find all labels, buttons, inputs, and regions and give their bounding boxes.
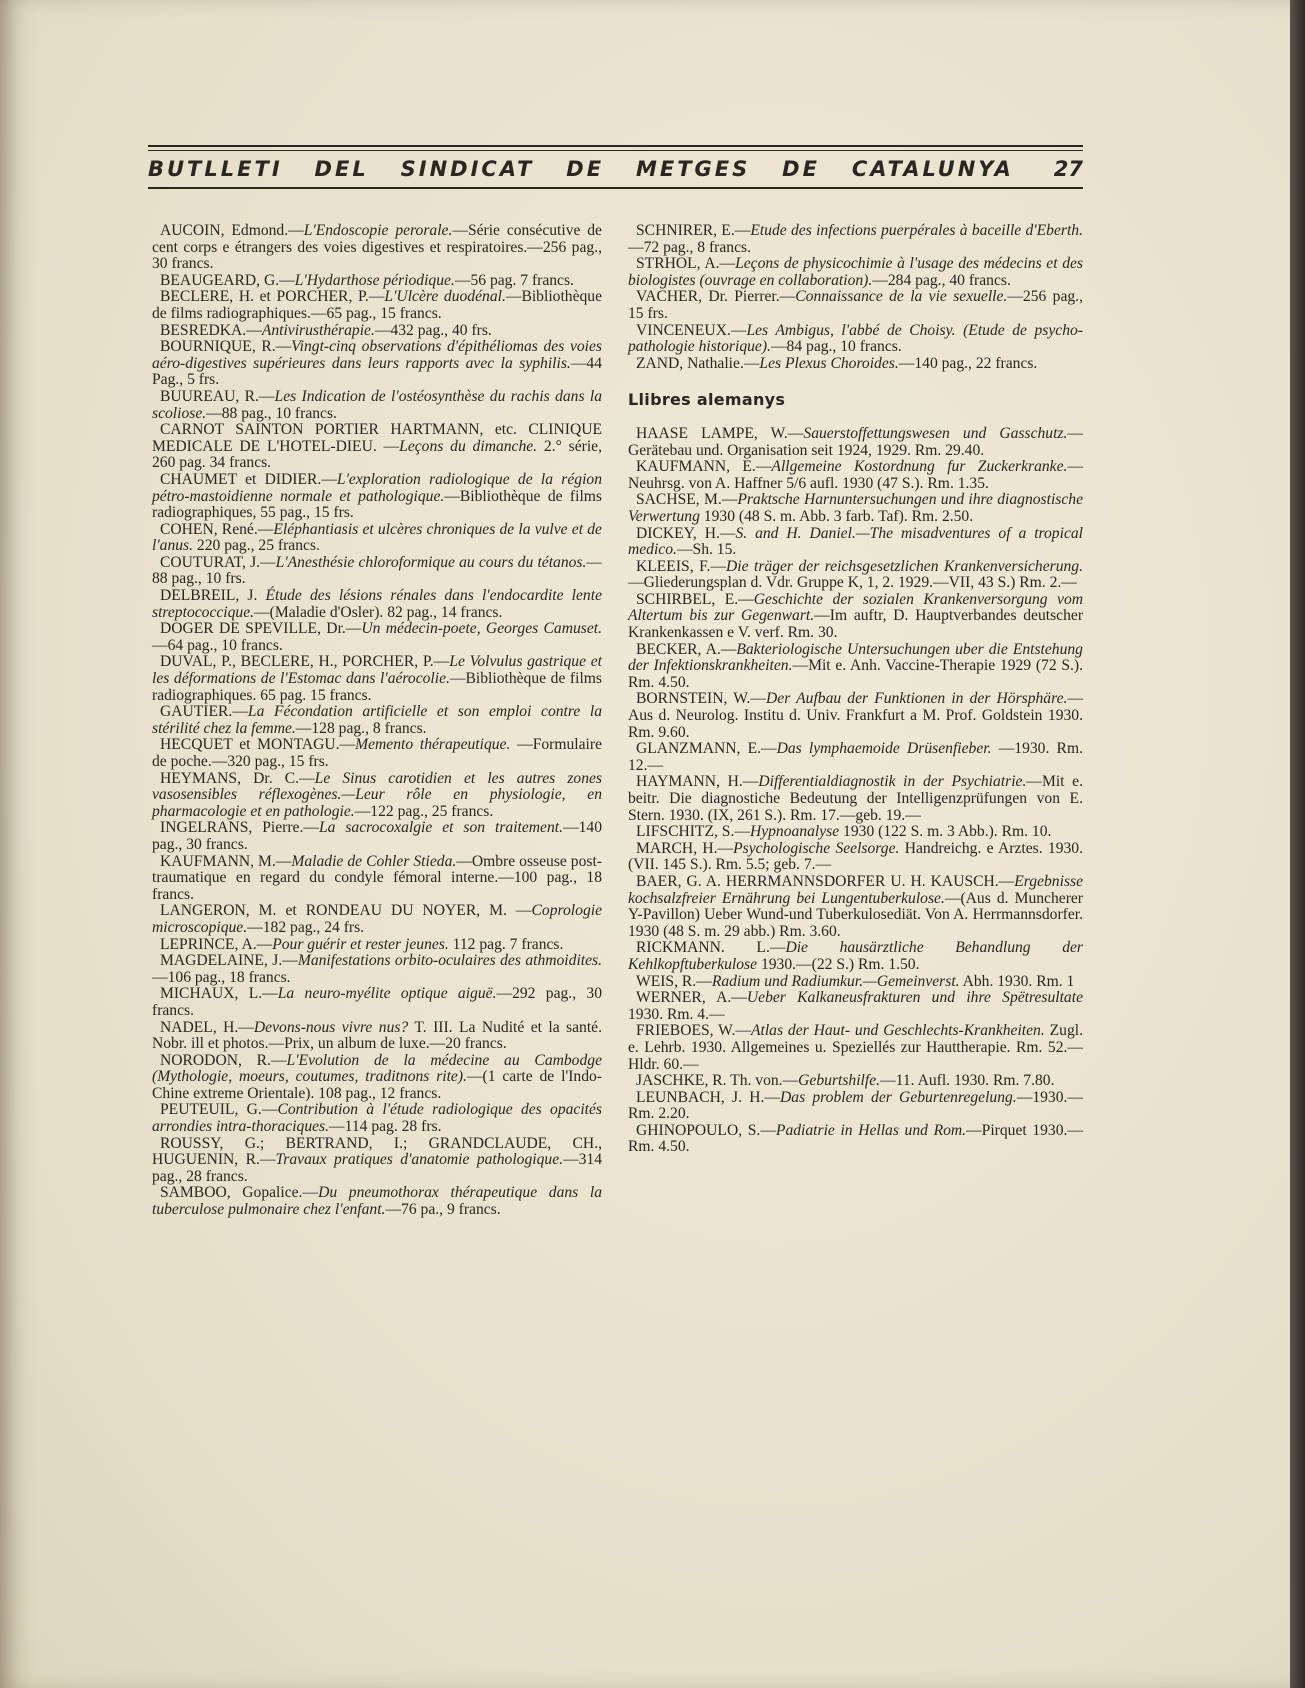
bibliography-entry bbox=[152, 289, 602, 322]
entry-details: —314 pag., 28 francs. bbox=[152, 1151, 602, 1185]
entry-details: —Aus d. Neurolog. Institu d. Univ. Frankfurt a M. Prof. Goldstein 1930. Rm. 9.60. bbox=[628, 690, 1083, 741]
bibliography-entry bbox=[152, 273, 602, 290]
entry-title: Le Sinus carotidien et les autres zones vasosensibles réflexogènes.—Leur rôle en physiologie, en pharmacologie et en pathologie. bbox=[152, 769, 602, 820]
entry-details: 1930.—(22 S.) Rm. 1.50. bbox=[757, 955, 920, 973]
entry-details: —(1 carte de l'Indo-Chine extreme Orientale). 108 pag., 12 francs. bbox=[152, 1068, 602, 1102]
bibliography-entry bbox=[152, 1053, 602, 1103]
entry-details: —284 pag., 40 francs. bbox=[872, 271, 1011, 289]
entry-title: Memento thérapeutique. bbox=[355, 736, 511, 754]
entry-author: SACHSE, M.— bbox=[636, 491, 738, 509]
entry-title: Leçons du dimanche. bbox=[399, 437, 538, 455]
entry-title: Geburtshilfe. bbox=[798, 1072, 881, 1090]
entry-title: Du pneumothorax thérapeutique dans la tuberculose pulmonaire chez l'enfant. bbox=[152, 1184, 603, 1219]
entry-title: L'exploration radiologique de la région pétro-mastoidienne normale et pathologique. bbox=[152, 470, 602, 505]
journal-title-word: CATALUNYA bbox=[851, 157, 1014, 181]
entry-author: SCHNIRER, E.— bbox=[636, 222, 751, 239]
entry-details: —Série consécutive de cent corps e étrangers des voies digestives et respiratoires.—256 pag., 30 francs. bbox=[152, 222, 602, 273]
bibliography-entry bbox=[628, 642, 1083, 692]
entry-author: COHEN, René.— bbox=[160, 520, 274, 538]
entry-title: Bakteriologische Untersuchungen uber die Entstehung der Infektionskrankheiten. bbox=[628, 640, 1083, 675]
entry-details: Handreichg. e Arztes. 1930. (VII. 145 S.). Rm. 5.5; geb. 7.— bbox=[628, 839, 1083, 874]
entry-author: SCHIRBEL, E.— bbox=[636, 590, 754, 608]
entry-details: —56 pag. 7 francs. bbox=[454, 271, 574, 289]
bibliography-entry bbox=[152, 555, 602, 588]
journal-title-word: DEL bbox=[314, 157, 369, 181]
entry-details: —Im auftr, D. Hauptverbandes deutscher Krankenkassen e V. verf. Rm. 30. bbox=[628, 607, 1084, 642]
entry-author: INGELRANS, Pierre.— bbox=[160, 819, 319, 837]
journal-title-word: METGES bbox=[635, 157, 751, 181]
entry-author: WEIS, R.— bbox=[636, 972, 712, 990]
entry-author: WERNER, A.— bbox=[636, 989, 747, 1007]
journal-title-word: SINDICAT bbox=[400, 157, 535, 181]
entry-details: —44 Pag., 5 frs. bbox=[152, 354, 602, 389]
german-books-list bbox=[628, 426, 1083, 1156]
bibliography-entry bbox=[152, 953, 602, 986]
bibliography-entry bbox=[628, 940, 1083, 973]
bibliography-entry bbox=[628, 289, 1083, 322]
entry-title: Ueber Kalkaneusfrakturen und ihre Spëtresultate bbox=[746, 989, 1083, 1007]
entry-author: BECLERE, H. et PORCHER, P.— bbox=[160, 288, 385, 306]
bibliography-entry bbox=[628, 741, 1083, 774]
entry-author: BESREDKA.— bbox=[160, 321, 262, 339]
entry-title: Les Ambigus, l'abbé de Choisy. (Etude de psycho-pathologie historique). bbox=[628, 321, 1083, 356]
bibliography-entry bbox=[628, 1090, 1083, 1123]
entry-title: Praktsche Harnuntersuchungen und ihre diagnostische Verwertung bbox=[628, 491, 1083, 525]
bibliography-entry bbox=[152, 223, 602, 273]
entry-author: MICHAUX, L.— bbox=[160, 985, 278, 1003]
entry-details: —114 pag. 28 frs. bbox=[329, 1118, 442, 1136]
entry-title: Manifestations orbito-oculaires des athmoidites. bbox=[297, 952, 602, 970]
entry-author: HEYMANS, Dr. C.— bbox=[160, 769, 315, 787]
entry-details: —106 pag., 18 francs. bbox=[152, 968, 291, 986]
entry-details: 112 pag. 7 francs. bbox=[448, 935, 564, 953]
entry-title: Der Aufbau der Funktionen in der Hörsphäre. bbox=[766, 690, 1068, 708]
entry-title: Eléphantiasis et ulcères chroniques de la vulve et de l'anus. bbox=[152, 520, 602, 555]
bibliography-entry bbox=[628, 526, 1083, 559]
left-column bbox=[152, 223, 602, 1219]
bibliography-entry bbox=[152, 422, 602, 472]
entry-author: COUTURAT, J.— bbox=[160, 553, 276, 571]
entry-author: BECKER, A.— bbox=[636, 640, 737, 658]
entry-author: RICKMANN. L.— bbox=[636, 939, 786, 957]
bibliography-entry bbox=[628, 841, 1083, 874]
bibliography-entry bbox=[152, 654, 602, 704]
entry-details: —1930.—Rm. 2.20. bbox=[628, 1088, 1083, 1123]
entry-title: Maladie de Cohler Stieda. bbox=[291, 852, 457, 870]
entry-author: LEPRINCE, A.— bbox=[160, 935, 273, 953]
entry-details: —140 pag., 22 francs. bbox=[898, 354, 1038, 372]
entry-title: Atlas der Haut- und Geschlechts-Krankheiten. bbox=[750, 1022, 1045, 1040]
entry-author: MARCH, H.— bbox=[636, 839, 734, 857]
bibliography-entry bbox=[152, 937, 602, 954]
entry-title: L'Ulcère duodénal. bbox=[384, 288, 506, 306]
header-row bbox=[148, 151, 1083, 183]
bibliography-entry bbox=[152, 854, 602, 904]
entry-author: HECQUET et MONTAGU.— bbox=[160, 736, 356, 754]
entry-details: —88 pag., 10 francs. bbox=[206, 404, 337, 422]
bibliography-entry bbox=[628, 1073, 1083, 1090]
running-header bbox=[148, 145, 1083, 189]
bibliography-entry bbox=[152, 903, 602, 936]
entry-details: —84 pag., 10 francs. bbox=[770, 338, 902, 356]
bibliography-entry bbox=[628, 492, 1083, 525]
entry-author: VINCENEUX.— bbox=[636, 321, 747, 339]
entry-title: Contribution à l'étude radiologique des opacités arrondies intra-thoraciques. bbox=[152, 1101, 603, 1136]
entry-author: ZAND, Nathalie.— bbox=[636, 354, 760, 372]
entry-author: BUUREAU, R.— bbox=[160, 387, 275, 405]
entry-title: S. and H. Daniel.—The misadventures of a tropical medico. bbox=[628, 524, 1083, 559]
entry-author: MAGDELAINE, J.— bbox=[160, 952, 298, 970]
entry-author: NORODON, R.— bbox=[160, 1051, 287, 1069]
entry-details: —Mit e. Anh. Vaccine-Therapie 1929 (72 S.). Rm. 4.50. bbox=[628, 657, 1083, 691]
journal-title bbox=[148, 157, 1054, 181]
entry-details: —64 pag., 10 francs. bbox=[152, 636, 283, 654]
entry-title: Das problem der Geburtenregelung. bbox=[780, 1088, 1017, 1106]
bibliography-entry bbox=[152, 820, 602, 853]
entry-details: —76 pa., 9 francs. bbox=[385, 1201, 501, 1219]
entry-details: —1930. Rm. 12.— bbox=[628, 740, 1083, 774]
entry-details: —(Maladie d'Osler). 82 pag., 14 francs. bbox=[254, 603, 503, 621]
entry-details: —Bibliothèque de films radiographiques, 55 pag., 15 frs. bbox=[152, 487, 602, 522]
entry-details: —140 pag., 30 francs. bbox=[152, 819, 602, 853]
entry-details: —Bibliothèque de films radiographiques.—65 pag., 15 francs. bbox=[152, 288, 603, 322]
entry-author: JASCHKE, R. Th. von.— bbox=[636, 1072, 799, 1090]
entry-details: —Neuhrsg. von A. Haffner 5/6 aufl. 1930 (47 S.). Rm. 1.35. bbox=[628, 458, 1084, 492]
entry-details: —Mit e. beitr. Die diagnostiche Bedeutung der Intelligenzprüfungen von E. Stern. 1930. (IX, 261 S.). Rm. 17.—geb. 19.— bbox=[628, 773, 1083, 824]
entry-title: Vingt-cinq observations d'épithéliomas des voies aéro-digestives supérieures dans leurs rapports avec la syphilis. bbox=[152, 338, 602, 372]
entry-title: Étude des lésions rénales dans l'endocardite lente streptococcique. bbox=[152, 587, 602, 621]
entry-author: NADEL, H.— bbox=[160, 1018, 254, 1036]
entry-author: GLANZMANN, E.— bbox=[636, 740, 777, 758]
entry-details: —88 pag., 10 frs. bbox=[152, 553, 602, 588]
entry-author: HAYMANN, H.— bbox=[636, 773, 759, 791]
entry-author: PEUTEUIL, G.— bbox=[160, 1101, 278, 1119]
entry-author: BAER, G. A. HERRMANNSDORFER U. H. KAUSCH.— bbox=[636, 872, 1015, 890]
entry-details: Abh. 1930. Rm. 1 bbox=[959, 972, 1075, 990]
entry-details: —292 pag., 30 francs. bbox=[152, 985, 602, 1019]
entry-title: L'Endoscopie perorale. bbox=[303, 222, 453, 239]
entry-title: Sauerstoffettungswesen und Gasschutz. bbox=[803, 424, 1068, 442]
entry-title: Geschichte der sozialen Krankenversorgung vom Altertum bis zur Gegenwart. bbox=[628, 590, 1083, 625]
entry-title: L'Evolution de la médecine au Cambodge (Mythologie, moeurs, coutumes, traditnons rite). bbox=[152, 1051, 602, 1086]
entry-author: LEUNBACH, J. H.— bbox=[636, 1088, 781, 1106]
bibliography-entry bbox=[152, 522, 602, 555]
entry-title: Etude des infections puerpérales à baceille d'Eberth. bbox=[750, 222, 1083, 239]
entry-title: Leçons de physicochimie à l'usage des médecins et des biologistes (ouvrage en collaboration). bbox=[628, 255, 1083, 289]
entry-author: GHINOPOULO, S.— bbox=[636, 1121, 776, 1139]
entry-author: DUVAL, P., BECLERE, H., PORCHER, P.— bbox=[160, 653, 450, 671]
entry-details: 1930. Rm. 4.— bbox=[628, 1005, 725, 1023]
entry-details: —72 pag., 8 francs. bbox=[628, 238, 751, 256]
bibliography-entry bbox=[628, 356, 1083, 373]
entry-author: LANGERON, M. et RONDEAU DU NOYER, M. — bbox=[160, 902, 532, 920]
entry-author: SAMBOO, Gopalice.— bbox=[160, 1184, 319, 1202]
entry-author: CHAUMET et DIDIER.— bbox=[160, 470, 337, 488]
entry-author: DELBREIL, J. bbox=[160, 587, 266, 605]
entry-author: HAASE LAMPE, W.— bbox=[636, 424, 804, 442]
french-books-continued bbox=[628, 223, 1083, 372]
entry-details: —432 pag., 40 frs. bbox=[374, 321, 492, 339]
bibliography-entry bbox=[152, 472, 602, 522]
entry-title: Un médecin-poete, Georges Camuset. bbox=[361, 620, 602, 638]
bibliography-entry bbox=[628, 974, 1083, 991]
entry-title: Devons-nous vivre nus? bbox=[253, 1018, 409, 1036]
entry-title: Les Indication de l'ostéosynthèse du rachis dans la scoliose. bbox=[152, 387, 603, 422]
bibliography-entry bbox=[628, 691, 1083, 741]
entry-details: —Formulaire de poche.—320 pag., 15 frs. bbox=[152, 736, 602, 770]
entry-title: L'Anesthésie chloroformique au cours du tétanos. bbox=[275, 553, 587, 571]
bibliography-entry bbox=[152, 339, 602, 389]
entry-author: AUCOIN, Edmond.— bbox=[160, 222, 304, 239]
entry-title: Allgemeine Kostordnung fur Zuckerkranke. bbox=[771, 458, 1068, 476]
entry-title: Radium und Radiumkur.—Gemeinverst. bbox=[711, 972, 960, 990]
bibliography-entry bbox=[152, 771, 602, 821]
entry-title: L'Hydarthose périodique. bbox=[294, 271, 455, 289]
entry-title: La Fécondation artificielle et son emploi contre la stérilité chez la femme. bbox=[152, 703, 602, 737]
journal-title-word: DE bbox=[566, 157, 605, 181]
entry-details: —(Aus d. Muncherer Y-Pavillon) Ueber Wund-und Tuberkulosediät. Von A. Herrmannsdorfer. 1930 (48 S. m. 29 abb.) Rm. 3.60. bbox=[628, 889, 1084, 940]
entry-author: VACHER, Dr. Pierrer.— bbox=[636, 288, 796, 306]
entry-details: —Ombre osseuse post-traumatique en regard du condyle fémoral interne.—100 pag., 18 francs. bbox=[152, 852, 602, 903]
bibliography-entry bbox=[628, 559, 1083, 592]
entry-title: Travaux pratiques d'anatomie pathologique. bbox=[275, 1151, 564, 1169]
bibliography-entry bbox=[628, 1023, 1083, 1073]
entry-author: BEAUGEARD, G.— bbox=[160, 271, 295, 289]
entry-title: Antivirusthérapie. bbox=[261, 321, 375, 339]
entry-details: T. III. La Nudité et la santé. Nobr. ill et photos.—Prix, un album de luxe.—20 francs. bbox=[152, 1018, 602, 1053]
bibliography-entry bbox=[152, 704, 602, 737]
entry-details: —256 pag., 15 frs. bbox=[628, 288, 1083, 322]
entry-title: Ergebnisse kochsalzfreier Ernährung bei Lungentuberkulose. bbox=[628, 872, 1083, 907]
entry-details: —128 pag., 8 francs. bbox=[295, 719, 427, 737]
bibliography-entry bbox=[152, 323, 602, 340]
bibliography-entry bbox=[152, 986, 602, 1019]
right-column bbox=[628, 223, 1083, 1156]
entry-details: —Sh. 15. bbox=[676, 541, 737, 559]
entry-details: —Gerätebau und. Organisation seit 1924, 1929. Rm. 29.40. bbox=[628, 424, 1083, 459]
entry-details: 1930 (48 S. m. Abb. 3 farb. Taf). Rm. 2.50. bbox=[699, 507, 974, 525]
bibliography-entry bbox=[628, 1123, 1083, 1156]
entry-details: 1930 (122 S. m. 3 Abb.). Rm. 10. bbox=[839, 823, 1052, 841]
bibliography-entry bbox=[152, 1185, 602, 1218]
entry-author: DICKEY, H.— bbox=[636, 524, 736, 542]
entry-title: Connaissance de la vie sexuelle. bbox=[795, 288, 1008, 306]
entry-details: 2.° série, 260 pag. 34 francs. bbox=[152, 437, 602, 472]
entry-details: —11. Aufl. 1930. Rm. 7.80. bbox=[880, 1072, 1055, 1090]
bibliography-entry bbox=[628, 874, 1083, 940]
entry-author: KLEEIS, F.— bbox=[636, 557, 727, 575]
entry-author: ROUSSY, G.; BERTRAND, I.; GRANDCLAUDE, CH., HUGUENIN, R.— bbox=[152, 1134, 602, 1169]
bibliography-entry bbox=[628, 323, 1083, 356]
entry-title: Die hausärztliche Behandlung der Kehlkopftuberkulose bbox=[628, 939, 1083, 973]
bibliography-entry bbox=[152, 389, 602, 422]
entry-title: Pour guérir et rester jeunes. bbox=[272, 935, 449, 953]
bibliography-entry bbox=[628, 824, 1083, 841]
bibliography-entry bbox=[628, 990, 1083, 1023]
entry-title: Das lymphaemoide Drüsenfieber. bbox=[776, 740, 992, 758]
entry-details: 220 pag., 25 francs. bbox=[193, 537, 320, 555]
entry-title: Die träger der reichsgesetzlichen Krankenversicherung. bbox=[726, 557, 1083, 575]
entry-title: Les Plexus Choroides. bbox=[759, 354, 899, 372]
journal-title-word: DE bbox=[782, 157, 820, 181]
bibliography-entry bbox=[152, 1136, 602, 1186]
bibliography-entry bbox=[152, 737, 602, 770]
entry-details: —122 pag., 25 francs. bbox=[354, 802, 494, 820]
bibliography-entry bbox=[152, 621, 602, 654]
bibliography-entry bbox=[628, 459, 1083, 492]
header-rule-bottom bbox=[148, 187, 1083, 189]
entry-author: FRIEBOES, W.— bbox=[636, 1022, 751, 1040]
entry-details: —Pirquet 1930.—Rm. 4.50. bbox=[628, 1121, 1084, 1156]
entry-author: BORNSTEIN, W.— bbox=[636, 690, 767, 708]
entry-title: La neuro-myélite optique aiguë. bbox=[277, 985, 497, 1003]
bibliography-entry bbox=[152, 588, 602, 621]
entry-author: STRHOL, A.— bbox=[636, 255, 736, 273]
entry-author: LIFSCHITZ, S.— bbox=[636, 823, 750, 841]
header-rule-top bbox=[148, 145, 1083, 147]
entry-details: —Gliederungsplan d. Vdr. Gruppe K, 1, 2. 1929.—VII, 43 S.) Rm. 2.— bbox=[628, 574, 1077, 592]
bibliography-entry bbox=[152, 1102, 602, 1135]
page-number: 27 bbox=[1053, 157, 1083, 181]
entry-title: La sacrocoxalgie et son traitement. bbox=[318, 819, 564, 837]
entry-details: Zugl. e. Lehrb. 1930. Allgemeines u. Speziellés zur Hauttherapie. Rm. 52.—Hldr. 60.— bbox=[628, 1022, 1084, 1073]
entry-title: Hypnoanalyse bbox=[749, 823, 840, 841]
section-heading: Llibres alemanys bbox=[628, 390, 786, 410]
entry-title: Differentialdiagnostik in der Psychiatrie. bbox=[758, 773, 1027, 791]
entry-author: GAUTIER.— bbox=[160, 703, 248, 721]
entry-details: —182 pag., 24 frs. bbox=[247, 918, 365, 936]
bibliography-entry bbox=[152, 1020, 602, 1053]
entry-author: KAUFMANN, E.— bbox=[636, 458, 772, 476]
entry-title: Coprologie microscopique. bbox=[152, 902, 602, 936]
bibliography-entry bbox=[628, 256, 1083, 289]
entry-author: CARNOT SAINTON PORTIER HARTMANN, etc. CLINIQUE MEDICALE DE L'HOTEL-DIEU. — bbox=[152, 421, 602, 455]
bibliography-entry bbox=[628, 592, 1083, 642]
bibliography-entry bbox=[628, 426, 1083, 459]
bibliography-entry bbox=[628, 223, 1083, 256]
entry-author: KAUFMANN, M.— bbox=[160, 852, 292, 870]
entry-title: Psychologische Seelsorge. bbox=[733, 839, 900, 857]
journal-title-word: BUTLLETI bbox=[148, 157, 283, 181]
entry-title: Padiatrie in Hellas und Rom. bbox=[775, 1121, 967, 1139]
entry-author: BOURNIQUE, R.— bbox=[160, 338, 292, 356]
bibliography-entry bbox=[628, 774, 1083, 824]
entry-title: Le Volvulus gastrique et les déformations de l'Estomac dans l'aérocolie. bbox=[152, 653, 602, 688]
entry-details: —Bibliothèque de films radiographiques. 65 pag. 15 francs. bbox=[152, 670, 602, 704]
page-edge-shadow bbox=[1290, 0, 1305, 1688]
entry-author: DOGER DE SPEVILLE, Dr.— bbox=[160, 620, 362, 638]
